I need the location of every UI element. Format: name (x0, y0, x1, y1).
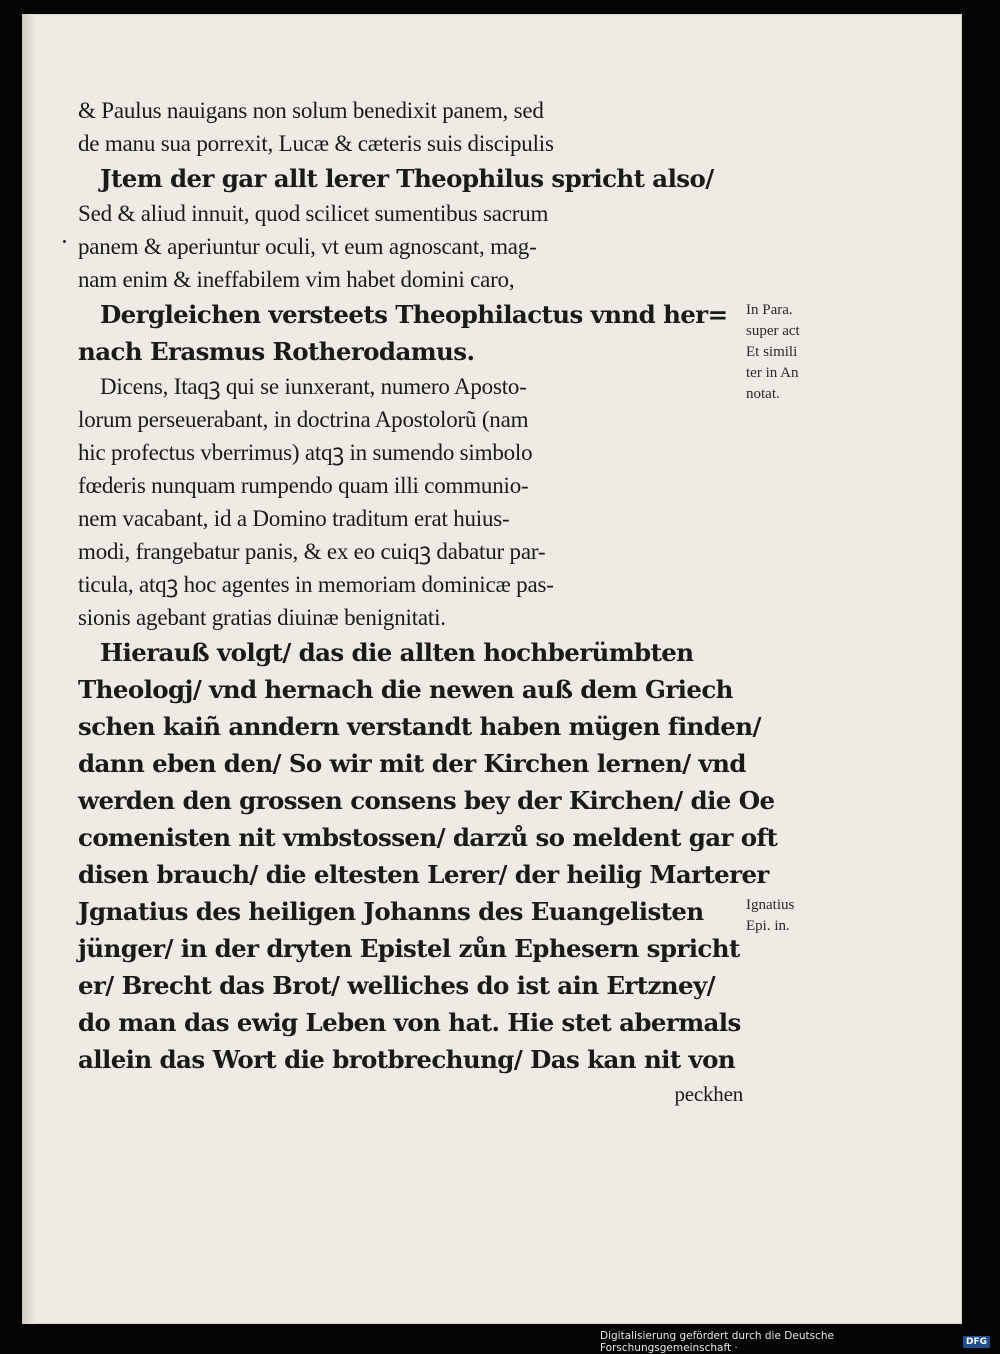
text-line: ticula, atqꝫ hoc agentes in memoriam dominicæ pas- (78, 572, 554, 597)
dfg-logo-icon: DFG (963, 1336, 990, 1348)
text-line: fœderis nunquam rumpendo quam illi communio- (78, 473, 529, 498)
text-line: Dicens, Itaqꝫ qui se iunxerant, numero Aposto- (100, 374, 527, 399)
margin-note-ignatius (746, 895, 794, 937)
text-line: de manu sua porrexit, Lucæ & cæteris suis discipulis (78, 131, 554, 156)
margin-note-line: In Para. (746, 302, 793, 318)
text-line: modi, frangebatur panis, & ex eo cuiqꝫ dabatur par- (78, 539, 546, 564)
catchword: peckhen (674, 1082, 743, 1106)
text-line: Jgnatius des heiligen Johanns des Euangelisten (78, 897, 704, 926)
text-line: do man das ewig Leben von hat. Hie stet abermals (78, 1008, 741, 1037)
text-line: Jtem der gar allt lerer Theophilus spricht also/ (100, 164, 714, 193)
margin-note-line: super act (746, 323, 800, 339)
text-line: nem vacabant, id a Domino traditum erat huius- (78, 506, 510, 531)
margin-note-line: Et simili (746, 344, 798, 360)
text-line: nam enim & ineffabilem vim habet domini caro, (78, 267, 515, 292)
text-line: nach Erasmus Rotherodamus. (78, 337, 475, 366)
text-line: comenisten nit vmbstossen/ darzů so meldent gar oft (78, 823, 778, 852)
text-line: allein das Wort die brotbrechung/ Das kan nit von (78, 1045, 736, 1074)
page-gutter-shadow (22, 14, 36, 1324)
text-line: Sed & aliud innuit, quod scilicet sumentibus sacrum (78, 201, 549, 226)
text-line: disen brauch/ die eltesten Lerer/ der heilig Marterer (78, 860, 769, 889)
text-line: er/ Brecht das Brot/ welliches do ist ain Ertzney/ (78, 971, 715, 1000)
text-line: jünger/ in der dryten Epistel zůn Ephesern spricht (78, 934, 740, 963)
margin-note-line: Epi. in. (746, 918, 790, 934)
text-line: schen kaiñ anndern verstandt haben mügen finden/ (78, 712, 761, 741)
text-line: Theologj/ vnd hernach die newen auß dem Griech (78, 675, 733, 704)
margin-note-line: Ignatius (746, 897, 795, 913)
margin-note-line: notat. (746, 386, 780, 402)
margin-note-line: ter in An (746, 365, 799, 381)
text-line: hic profectus vberrimus) atqꝫ in sumendo simbolo (78, 440, 533, 465)
text-line: dann eben den/ So wir mit der Kirchen lernen/ vnd (78, 749, 746, 778)
text-line: & Paulus nauigans non solum benedixit panem, sed (78, 98, 544, 123)
digitization-footer (600, 1330, 990, 1354)
ink-speck (63, 240, 66, 243)
margin-note-paraphrase (746, 300, 800, 405)
text-line: sionis agebant gratias diuinæ benignitati. (78, 605, 446, 630)
text-line: Dergleichen versteets Theophilactus vnnd her= (100, 300, 728, 329)
text-line: Hierauß volgt/ das die allten hochberümbten (100, 638, 694, 667)
text-line: panem & aperiuntur oculi, vt eum agnoscant, mag- (78, 234, 537, 259)
text-line: werden den grossen consens bey der Kirchen/ die Oe (78, 786, 775, 815)
footer-credit: Digitalisierung gefördert durch die Deutsche Forschungsgemeinschaft · (600, 1330, 834, 1354)
text-line: lorum perseuerabant, in doctrina Apostolorũ (nam (78, 407, 529, 432)
